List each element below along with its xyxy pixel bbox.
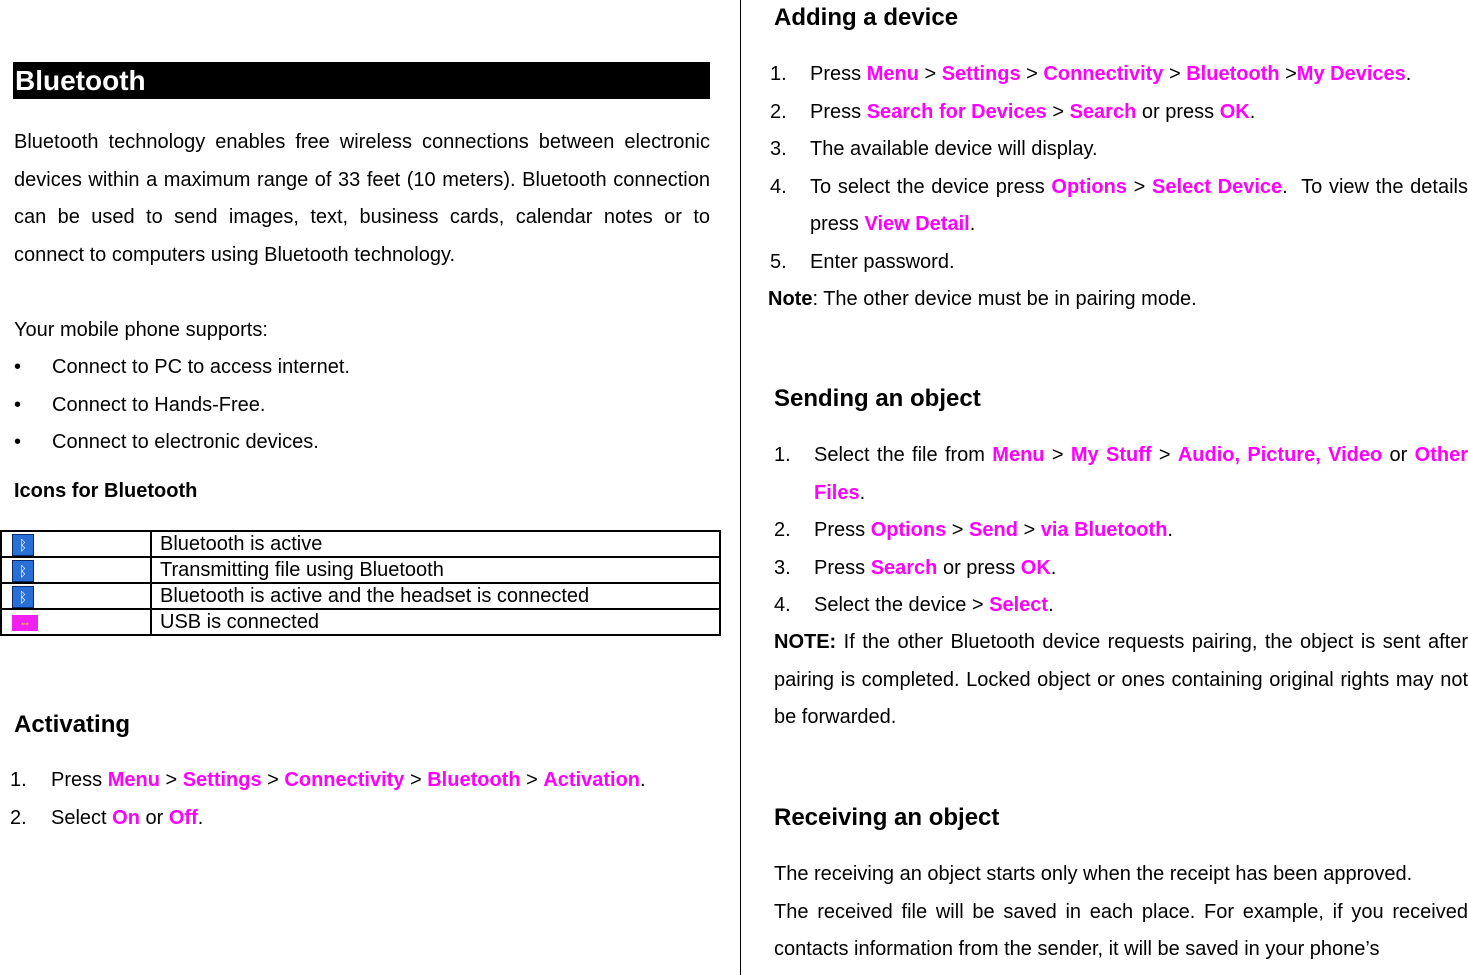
icon-description: USB is connected [151,609,720,635]
supports-label: Your mobile phone supports: [14,319,268,341]
bluetooth-transmitting-icon: ᛒ [12,560,34,582]
receiving-paragraph: The receiving an object starts only when the receipt has been approved. The received file will be saved in each place. For example, if you received contacts information from the sender, it will be saved in your phone’s [774,863,1468,960]
receiving-heading: Receiving an object [774,804,1000,831]
icons-heading: Icons for Bluetooth [14,480,198,502]
intro-paragraph: Bluetooth technology enables free wireless connections between electronic devices within a maximum range of 33 feet (10 meters). Bluetooth connection can be used to send images, text, business cards, calendar notes or to connect to computers using Bluetooth technology. [14,131,710,266]
step-item: 1. Press Menu > Settings > Connectivity > Bluetooth >My Devices. [770,63,1412,85]
table-row [1,557,720,583]
list-item: • Connect to Hands-Free. [14,387,350,425]
column-divider [740,0,741,975]
step-item: 2. Press Options > Send > via Bluetooth. [774,519,1173,541]
sending-heading: Sending an object [774,385,981,412]
step-item: 5. Enter password. [770,250,955,273]
step-item: 3. Press Search or press OK. [774,556,1057,579]
step-item: 3. The available device will display. [770,138,1098,160]
adding-heading: Adding a device [774,4,959,31]
activating-steps [10,762,710,837]
usb-connected-icon: ⇔ [12,615,38,631]
list-item: • Connect to electronic devices. [14,424,350,462]
right-column [742,0,1468,975]
step-item: 4. To select the device press Options > Select Device. To view the details press View Detail. [770,175,1468,235]
left-column [0,0,722,975]
icon-description: Bluetooth is active and the headset is connected [151,583,720,609]
table-row [1,531,720,557]
icon-description: Transmitting file using Bluetooth [151,557,720,583]
step-item: 2. Select On or Off. [10,806,204,829]
sending-note: NOTE: If the other Bluetooth device requests pairing, the object is sent after pairing is completed. Locked object or ones containing original rights may not be forwarded. [774,631,1468,728]
step-item: 1. Select the file from Menu > My Stuff > Audio, Picture, Video or Other Files. [774,444,1468,504]
icons-table [0,530,721,636]
sending-steps [774,437,1468,625]
bluetooth-active-icon: ᛒ [12,534,34,556]
icon-description: Bluetooth is active [151,531,720,557]
activating-heading: Activating [14,711,131,738]
step-item: 4. Select the device > Select. [774,594,1054,616]
bluetooth-headset-icon: ᛒ [12,586,34,608]
adding-note: Note: The other device must be in pairing mode. [768,288,1197,310]
adding-steps [770,56,1468,281]
table-row [1,609,720,635]
section-title: Bluetooth [13,62,710,99]
supports-list [14,349,350,462]
list-item: • Connect to PC to access internet. [14,349,350,387]
table-row [1,583,720,609]
step-item: 1. Press Menu > Settings > Connectivity > Bluetooth > Activation. [10,769,646,791]
step-item: 2. Press Search for Devices > Search or press OK. [770,100,1256,123]
